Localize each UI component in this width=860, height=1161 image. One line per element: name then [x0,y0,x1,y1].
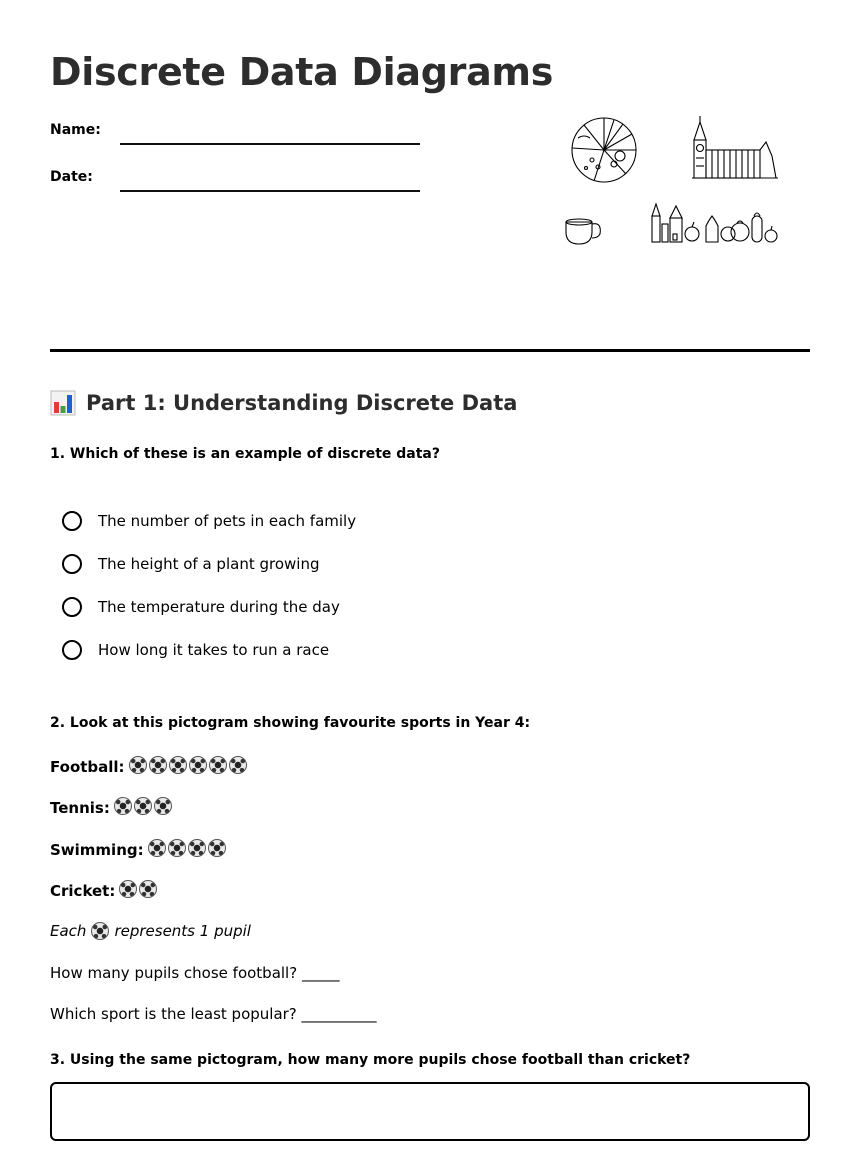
big-ben-icon [692,116,778,178]
date-label: Date: [50,169,93,185]
pictogram-row [50,880,159,902]
pictogram-symbols [114,797,174,819]
football-icon [154,797,172,815]
answer-box[interactable] [50,1082,810,1141]
football-icon [168,839,186,857]
question-2: 2. Look at this pictogram showing favourite sports in Year 4: [50,715,531,731]
question-3: 3. Using the same pictogram, how many more pupils chose football than cricket? [50,1052,691,1068]
q1-option-label: The height of a plant growing [98,555,320,573]
date-line[interactable] [120,190,420,192]
key-suffix: represents 1 pupil [114,922,251,940]
pictogram-row-label: Tennis: [50,799,110,817]
football-icon [134,797,152,815]
q1-option[interactable] [60,554,319,574]
pictogram-row-label: Swimming: [50,841,144,859]
pictogram-symbols [148,839,228,861]
q1-option-label: The temperature during the day [98,598,340,616]
pictogram-row-label: Football: [50,758,125,776]
football-icon [148,839,166,857]
section-divider [50,349,810,352]
pictogram-row-label: Cricket: [50,882,116,900]
radio-button[interactable] [62,640,82,660]
q1-option-label: The number of pets in each family [98,512,357,530]
sub-question-b: Which sport is the least popular? __________ [50,1005,377,1023]
key-prefix: Each [50,922,87,940]
football-icon [129,756,147,774]
question-1: 1. Which of these is an example of discrete data? [50,446,440,462]
part1-title: Part 1: Understanding Discrete Data [86,391,518,415]
football-icon [139,880,157,898]
pictogram-symbols [129,756,249,778]
q1-option[interactable] [60,640,329,660]
q1-option[interactable] [60,511,356,531]
football-icon [188,839,206,857]
radio-button[interactable] [62,511,82,531]
worksheet-title: Discrete Data Diagrams [50,50,554,94]
pictogram-row [50,839,228,861]
pictogram-row [50,756,249,778]
radio-button[interactable] [62,554,82,574]
football-icon [91,922,109,940]
football-icon [169,756,187,774]
clipart-group [556,112,796,252]
football-icon [114,797,132,815]
football-icon [149,756,167,774]
football-icon [119,880,137,898]
sub-question-a: How many pupils chose football? _____ [50,964,340,982]
pictogram-symbols [119,880,159,902]
part1-heading [50,390,517,416]
name-label: Name: [50,122,101,138]
q1-option[interactable] [60,597,340,617]
football-icon [208,839,226,857]
football-icon [229,756,247,774]
pictogram-key [50,922,251,940]
q1-option-label: How long it takes to run a race [98,641,330,659]
radio-button[interactable] [62,597,82,617]
teapot-icon [566,219,600,244]
football-icon [209,756,227,774]
pictogram-row [50,797,174,819]
bar-chart-icon [50,390,76,416]
landmarks-fruit-icon [652,204,777,242]
name-line[interactable] [120,143,420,145]
pie-chart-icon [572,118,636,182]
football-icon [189,756,207,774]
